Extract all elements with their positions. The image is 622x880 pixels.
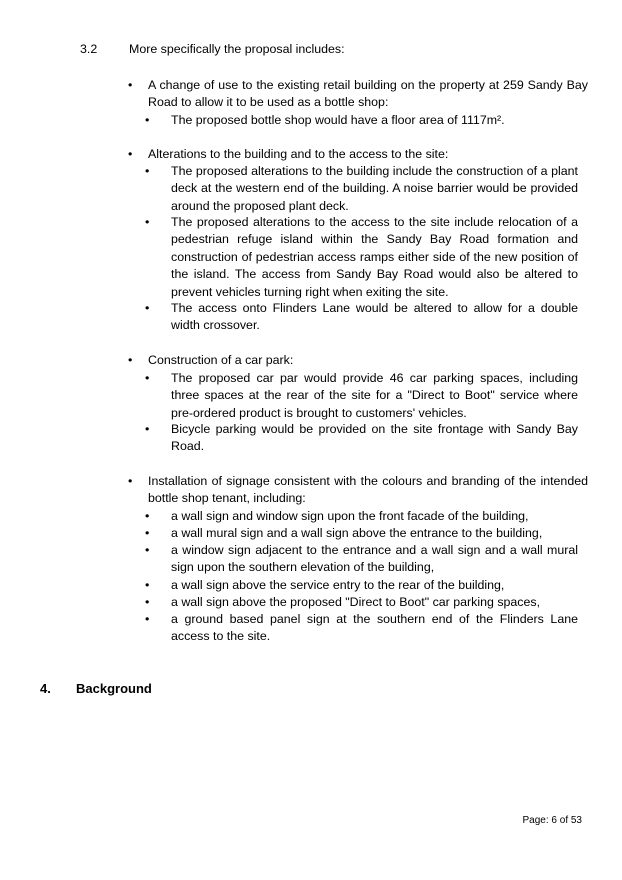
list-item-text: Alterations to the building and to the access to the site:	[148, 147, 449, 161]
sub-list-item-text: The proposed alterations to the building include the construction of a plant deck at the western end of the building. A noise barrier would be provided around the proposed plant deck.	[171, 164, 578, 213]
sub-list-item-text: a wall mural sign and a wall sign above the entrance to the building,	[171, 526, 543, 540]
sub-list-item	[145, 525, 578, 542]
sub-list-item	[145, 594, 578, 611]
bullet: •	[145, 164, 150, 178]
sub-list-item-text: a ground based panel sign at the southern end of the Flinders Lane access to the site.	[171, 612, 578, 644]
bullet: •	[145, 113, 150, 127]
sub-list-item	[145, 542, 578, 577]
sub-list-item	[145, 611, 578, 646]
heading-number: 4.	[40, 681, 51, 696]
section-number: 3.2	[80, 42, 98, 56]
list-item	[128, 146, 588, 163]
sub-list-item-text: The access onto Flinders Lane would be altered to allow for a double width crossover.	[171, 301, 578, 333]
bullet: •	[145, 301, 150, 315]
sub-list-item	[145, 300, 578, 335]
bullet: •	[145, 371, 150, 385]
sub-list-item	[145, 577, 578, 594]
sub-list-item-text: The proposed car par would provide 46 car parking spaces, including three spaces at the rear of the site for a "Direct to Boot" service where pre-ordered product is brought to customers' vehicles.	[171, 371, 578, 420]
sub-list-item-text: a wall sign above the service entry to the rear of the building,	[171, 578, 505, 592]
sub-list-item-text: a wall sign and window sign upon the front facade of the building,	[171, 509, 529, 523]
bullet: •	[145, 509, 150, 523]
sub-list-item-text: The proposed bottle shop would have a floor area of 1117m².	[171, 113, 505, 127]
bullet: •	[145, 215, 150, 229]
sub-list-item	[145, 112, 578, 129]
sub-list-item-text: a window sign adjacent to the entrance and a wall sign and a wall mural sign upon the southern elevation of the building,	[171, 543, 578, 575]
sub-list-item	[145, 421, 578, 456]
heading-title: Background	[76, 681, 152, 696]
section-intro: More specifically the proposal includes:	[129, 42, 345, 56]
page-number: Page: 6 of 53	[522, 815, 582, 826]
bullet: •	[145, 526, 150, 540]
list-item-text: A change of use to the existing retail building on the property at 259 Sandy Bay Road to allow it to be used as a bottle shop:	[148, 78, 588, 110]
sub-list-item-text: a wall sign above the proposed "Direct to Boot" car parking spaces,	[171, 595, 541, 609]
sub-list-item	[145, 214, 578, 301]
bullet: •	[145, 578, 150, 592]
bullet: •	[128, 78, 133, 92]
list-item-text: Construction of a car park:	[148, 353, 294, 367]
bullet: •	[128, 474, 133, 488]
list-item	[128, 352, 588, 369]
sub-list-item-text: The proposed alterations to the access to the site include relocation of a pedestrian refuge island within the Sandy Bay Road formation and construction of pedestrian access ramps either side of the new position of the island. The access from Sandy Bay Road would also be altered to prevent vehicles turning right when exiting the site.	[171, 215, 578, 299]
sub-list-item	[145, 508, 578, 525]
sub-list-item	[145, 163, 578, 215]
list-item-text: Installation of signage consistent with the colours and branding of the intended bottle shop tenant, including:	[148, 474, 588, 506]
list-item	[128, 77, 588, 112]
sub-list-item	[145, 370, 578, 422]
bullet: •	[128, 147, 133, 161]
sub-list-item-text: Bicycle parking would be provided on the site frontage with Sandy Bay Road.	[171, 422, 578, 454]
list-item	[128, 473, 588, 508]
bullet: •	[145, 595, 150, 609]
bullet: •	[145, 543, 150, 557]
bullet: •	[145, 422, 150, 436]
bullet: •	[128, 353, 133, 367]
bullet: •	[145, 612, 150, 626]
